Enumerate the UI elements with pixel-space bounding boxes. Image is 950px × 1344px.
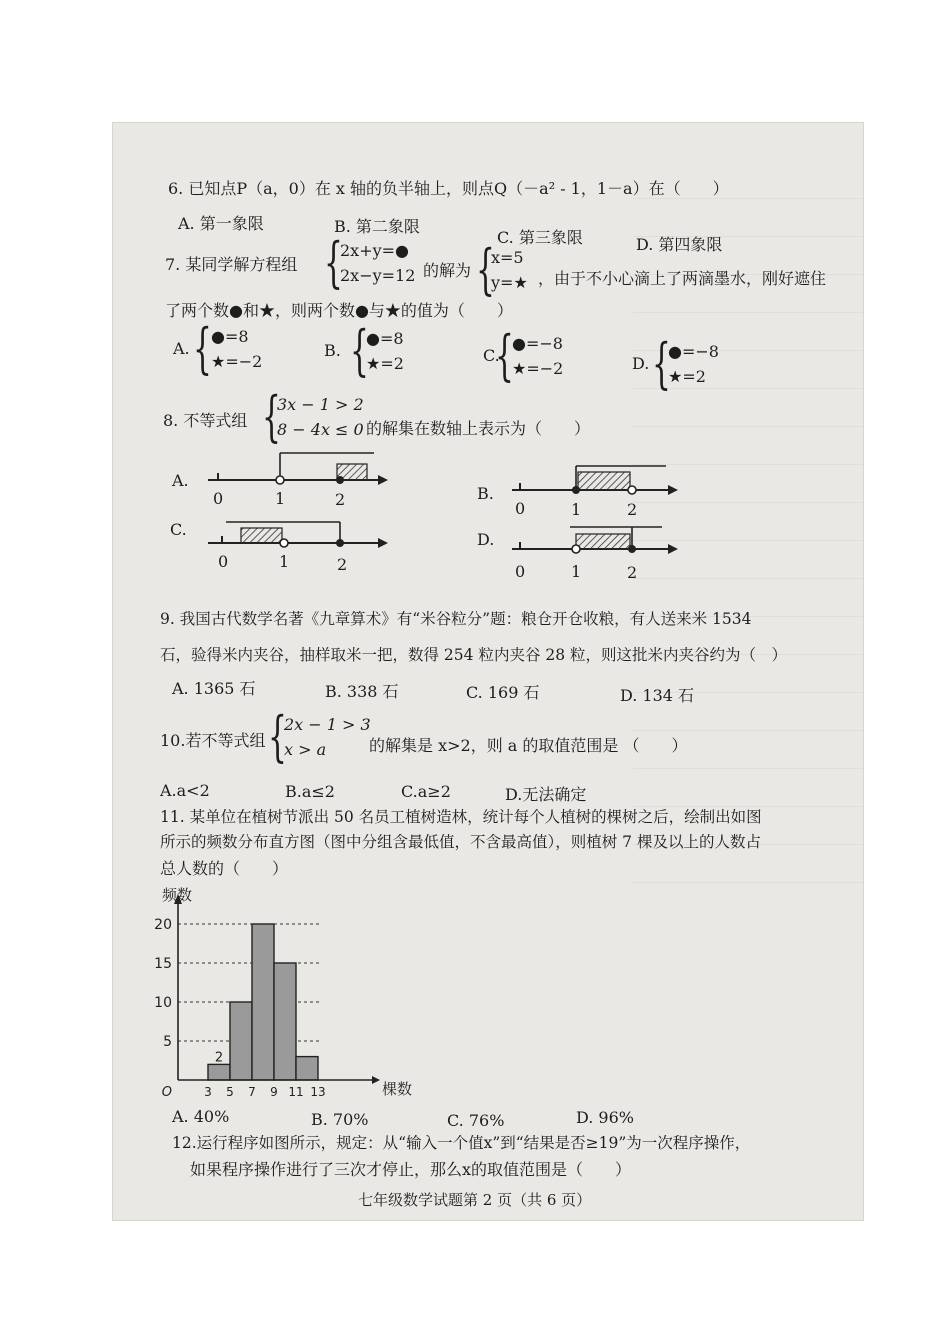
q11-line3: 总人数的（ ）: [160, 859, 289, 878]
q7-option-b-line1: ●=8: [366, 329, 404, 348]
q8-b-tick-2: 2: [627, 500, 638, 519]
q12-line2: 如果程序操作进行了三次才停止，那么x的取值范围是（ ）: [190, 1160, 632, 1179]
q7-option-d-line1: ●=−8: [668, 342, 719, 361]
y-tick-label: 5: [163, 1034, 172, 1050]
q8-eq1: 3x − 1 > 2: [277, 395, 364, 414]
q7-option-a-brace: {: [193, 317, 212, 380]
q7-option-d-label: D.: [632, 354, 650, 373]
x-tick-label: 5: [226, 1085, 234, 1099]
q10-stem-b: 的解集是 x>2，则 a 的取值范围是 （ ）: [369, 736, 688, 755]
y-tick-label: 10: [154, 995, 172, 1011]
q8-option-a: A.: [172, 471, 189, 490]
x-tick-label: 13: [310, 1085, 326, 1099]
q7-eq2: 2x−y=12: [340, 266, 416, 285]
y-tick-label: 20: [154, 917, 172, 933]
q6-stem: 6. 已知点P（a，0）在 x 轴的负半轴上，则点Q（－a² - 1，1－a）在（ ）: [168, 179, 729, 198]
q7-option-b-line2: ★=2: [366, 354, 404, 373]
q6-option-d: D. 第四象限: [636, 235, 723, 254]
histogram-bar: [252, 924, 274, 1080]
q6-option-c: C. 第三象限: [497, 228, 583, 247]
q7-option-d-brace: {: [652, 332, 671, 395]
q7-stem-c: ，由于不小心滴上了两滴墨水，刚好遮住: [538, 269, 827, 288]
q6-option-a: A. 第一象限: [178, 214, 264, 233]
histogram-bar: [230, 1002, 252, 1080]
q10-option-b: B.a≤2: [285, 782, 335, 801]
q10-option-a: A.a<2: [160, 781, 210, 800]
q7-option-c-brace: {: [495, 324, 514, 387]
q11-option-d: D. 96%: [576, 1108, 634, 1127]
histogram-bar: [274, 963, 296, 1080]
q8-b-tick-1: 1: [571, 500, 582, 519]
q8-c-tick-2: 2: [337, 555, 348, 574]
page-footer: 七年级数学试题第 2 页（共 6 页）: [358, 1191, 592, 1209]
q10-option-c: C.a≥2: [401, 782, 451, 801]
q11-line2: 所示的频数分布直方图（图中分组含最低值，不含最高值），则植树 7 棵及以上的人数占: [160, 833, 761, 851]
q8-option-d: D.: [477, 530, 495, 549]
q7-option-a-line1: ●=8: [211, 327, 249, 346]
q8-numberline-d: [512, 527, 678, 554]
q11-line1: 11. 某单位在植树节派出 50 名员工植树造林，统计每个人植树的棵树之后，绘制出如图: [160, 808, 762, 826]
histogram-bar: [296, 1057, 318, 1080]
q9-line1: 9. 我国古代数学名著《九章算术》有“米谷粒分”题：粮仓开仓收粮，有人送来米 1534: [160, 610, 752, 628]
q7-option-b-brace: {: [350, 319, 369, 382]
q8-eq2: 8 − 4x ≤ 0: [277, 420, 364, 439]
q11-option-a: A. 40%: [172, 1107, 230, 1126]
q7-solution-brace: {: [476, 238, 495, 301]
x-tick-label: 7: [248, 1085, 256, 1099]
q8-d-tick-2: 2: [627, 563, 638, 582]
q8-option-b: B.: [477, 484, 494, 503]
q7-sol2: y=★: [491, 273, 528, 292]
y-tick-label: 15: [154, 956, 172, 972]
x-axis-arrow: [372, 1076, 380, 1084]
q9-option-c: C. 169 石: [466, 683, 540, 702]
q8-numberline-c: [208, 522, 388, 548]
q11-option-c: C. 76%: [447, 1111, 505, 1130]
q7-option-c-label: C.: [483, 346, 500, 365]
q10-option-d: D.无法确定: [505, 785, 587, 804]
q9-line2: 石，验得米内夹谷，抽样取米一把，数得 254 粒内夹谷 28 粒，则这批米内夹谷约为（ ）: [160, 646, 788, 664]
q9-option-d: D. 134 石: [620, 686, 695, 705]
q8-d-tick-1: 1: [571, 562, 582, 581]
q10-system: [284, 712, 371, 762]
q7-stem-d: 了两个数●和★，则两个数●与★的值为（ ）: [165, 301, 513, 320]
q8-stem-b: 的解集在数轴上表示为（ ）: [366, 419, 591, 438]
q7-option-d-line2: ★=2: [668, 367, 706, 386]
q8-c-tick-0: 0: [218, 552, 229, 571]
histogram-bar: [208, 1064, 230, 1080]
q10-system-brace: {: [268, 705, 287, 768]
q11-option-b: B. 70%: [311, 1110, 369, 1129]
q6-option-b: B. 第二象限: [334, 217, 420, 236]
q8-system-brace: {: [262, 385, 281, 448]
q7-stem-b: 的解为: [423, 261, 472, 280]
q8-numberline-a: [208, 453, 388, 485]
q8-d-tick-0: 0: [515, 562, 526, 581]
q8-stem-a: 8. 不等式组: [163, 411, 248, 430]
q10-eq1: 2x − 1 > 3: [284, 715, 371, 734]
q8-c-tick-1: 1: [279, 552, 290, 571]
y-axis-label: 频数: [162, 886, 193, 904]
q7-option-a-label: A.: [173, 339, 190, 358]
origin-label: O: [161, 1085, 172, 1100]
x-tick-label: 9: [270, 1085, 278, 1099]
q7-option-b-label: B.: [324, 341, 341, 360]
q7-eq1: 2x+y=●: [340, 241, 410, 260]
q8-a-tick-0: 0: [213, 489, 224, 508]
bar-value-label: 2: [214, 1050, 224, 1066]
q7-system-brace: {: [324, 231, 343, 294]
x-tick-label: 3: [204, 1085, 212, 1099]
q8-a-tick-1: 1: [275, 489, 286, 508]
x-tick-label: 11: [288, 1085, 304, 1099]
q7-option-c-line1: ●=−8: [512, 334, 563, 353]
q8-a-tick-2: 2: [335, 490, 346, 509]
q7-stem-a: 7. 某同学解方程组: [165, 255, 298, 274]
q12-line1: 12.运行程序如图所示，规定：从“输入一个值x”到“结果是否≥19”为一次程序操作，: [172, 1134, 751, 1152]
frequency-histogram: [150, 880, 440, 1110]
x-axis-label: 棵数: [382, 1080, 413, 1098]
q7-option-a-line2: ★=−2: [211, 352, 263, 371]
q9-option-a: A. 1365 石: [172, 679, 256, 698]
q8-b-tick-0: 0: [515, 499, 526, 518]
q10-stem-a: 10.若不等式组: [160, 731, 266, 750]
q7-sol1: x=5: [491, 248, 524, 267]
q7-option-c-line2: ★=−2: [512, 359, 564, 378]
q8-numberline-b: [512, 466, 678, 495]
q10-eq2: x > a: [284, 740, 327, 759]
q8-option-c: C.: [170, 520, 187, 539]
q9-option-b: B. 338 石: [325, 682, 399, 701]
